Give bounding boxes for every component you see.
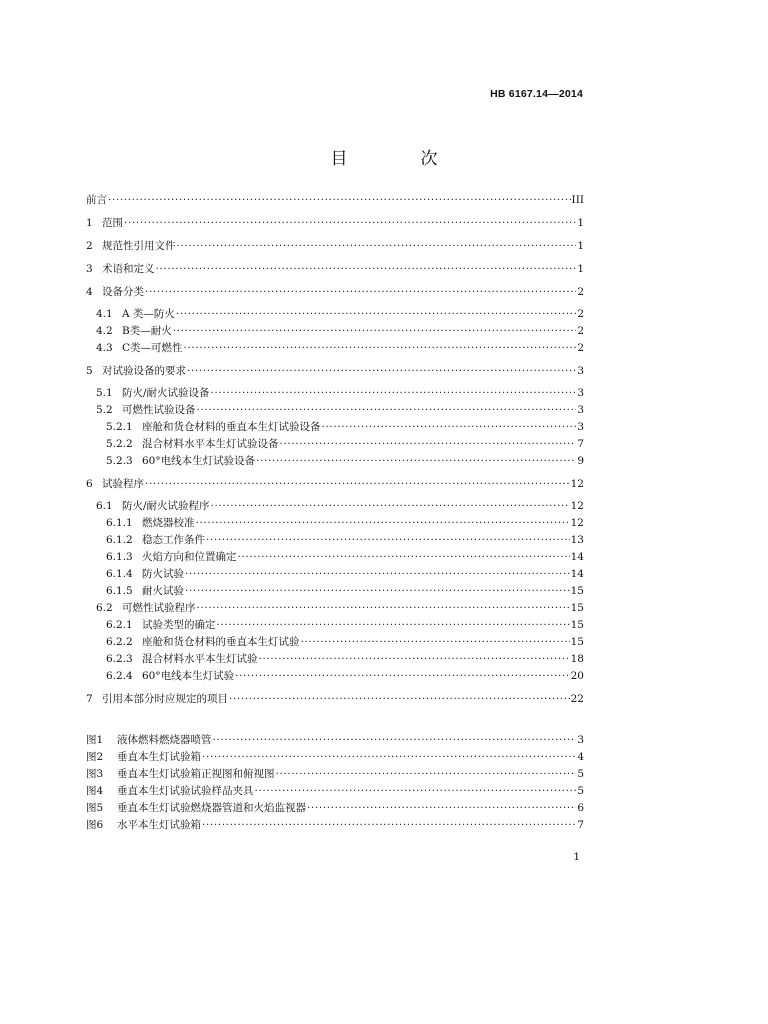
toc-entry[interactable] <box>86 306 584 323</box>
toc-entry-number: 4.1 <box>96 308 113 320</box>
toc-entry-page: 12 <box>570 500 584 512</box>
toc-entry-page: 1 <box>577 217 584 229</box>
toc-entry[interactable] <box>86 617 584 634</box>
toc-leader-dots <box>322 421 577 433</box>
toc-leader-dots <box>177 240 577 252</box>
toc-entry-page: 12 <box>570 478 584 490</box>
toc-entry-number: 5.2.3 <box>106 455 133 467</box>
toc-leader-dots <box>124 217 576 229</box>
toc-entry-page: 15 <box>570 636 584 648</box>
toc-entry[interactable] <box>86 436 584 453</box>
toc-entry-number: 图6 <box>86 819 104 831</box>
toc-entry-number: 图3 <box>86 768 104 780</box>
toc-leader-dots <box>280 438 577 450</box>
toc-entry-page: 3 <box>577 734 584 746</box>
toc-entry-label: 混合材料水平本生灯试验 <box>142 653 258 665</box>
toc-entry-number: 图2 <box>86 751 104 763</box>
toc-entry[interactable] <box>86 515 584 532</box>
toc-entry-page: 1 <box>577 263 584 275</box>
toc-entry-label: 耐火试验 <box>142 585 184 597</box>
toc-leader-dots <box>197 602 570 614</box>
toc-entry-label: 火焰方向和位置确定 <box>142 551 237 563</box>
toc-entry-number: 4 <box>86 286 93 298</box>
toc-entry-label: 座舱和货仓材料的垂直本生灯试验设备 <box>142 421 321 433</box>
toc-entry[interactable] <box>86 583 584 600</box>
toc-entry-page: 2 <box>577 308 584 320</box>
toc-entry-page: 1 <box>577 240 584 252</box>
toc-entry-label: 60°电线本生灯试验设备 <box>142 455 256 467</box>
table-of-contents <box>86 192 584 834</box>
toc-entry-label: 可燃性试验设备 <box>122 404 196 416</box>
toc-entry-page: 2 <box>577 325 584 337</box>
page-number: 1 <box>573 851 580 863</box>
toc-entry[interactable] <box>86 238 584 255</box>
toc-entry-page: 2 <box>577 286 584 298</box>
toc-entry-number: 5 <box>86 365 93 377</box>
toc-entry-number: 图1 <box>86 734 104 746</box>
toc-leader-dots <box>301 636 570 648</box>
toc-entry-page: 3 <box>577 365 584 377</box>
toc-entry-label: 术语和定义 <box>102 263 155 275</box>
toc-entry-number: 6.2.3 <box>106 653 133 665</box>
toc-entry-number: 6.2.4 <box>106 670 133 682</box>
toc-entry-label: 垂直本生灯试验箱正视图和俯视图 <box>117 768 275 780</box>
toc-entry-page: 3 <box>577 387 584 399</box>
toc-entry-number: 图4 <box>86 785 104 797</box>
toc-entry[interactable] <box>86 215 584 232</box>
toc-leader-dots <box>256 455 576 467</box>
toc-entry-page: 3 <box>577 404 584 416</box>
toc-entry-label: 前言 <box>86 194 107 206</box>
toc-entry-number: 6.1.4 <box>106 568 133 580</box>
toc-leader-dots <box>229 693 570 705</box>
toc-entry-page: 20 <box>570 670 584 682</box>
toc-entry-number: 5.2 <box>96 404 113 416</box>
page-title: 目 次 <box>330 149 466 169</box>
toc-leader-dots <box>185 568 570 580</box>
toc-leader-dots <box>184 342 577 354</box>
toc-entry-number: 1 <box>86 217 93 229</box>
toc-entry[interactable] <box>86 192 584 209</box>
toc-entry-number: 5.2.2 <box>106 438 133 450</box>
toc-entry-page: 4 <box>577 751 584 763</box>
toc-entry[interactable] <box>86 668 584 685</box>
toc-entry-page: 7 <box>577 438 584 450</box>
toc-entry-page: 14 <box>570 568 584 580</box>
toc-entry-number: 3 <box>86 263 93 275</box>
toc-entry-page: 7 <box>577 819 584 831</box>
toc-leader-dots <box>276 768 577 780</box>
toc-entry-page: 9 <box>577 455 584 467</box>
toc-entry-page: 13 <box>570 534 584 546</box>
toc-entry-page: 15 <box>570 619 584 631</box>
toc-leader-dots <box>185 585 570 597</box>
toc-entry-number: 7 <box>86 693 93 705</box>
toc-entry[interactable] <box>86 385 584 402</box>
toc-entry-label: 范围 <box>102 217 123 229</box>
toc-entry-number: 6.1.3 <box>106 551 133 563</box>
toc-leader-dots <box>238 551 570 563</box>
toc-entry-label: 引用本部分时应规定的项目 <box>102 693 228 705</box>
toc-entry-label: 试验程序 <box>102 478 144 490</box>
toc-entry[interactable] <box>86 600 584 617</box>
toc-leader-dots <box>176 308 576 320</box>
toc-entry[interactable] <box>86 732 584 749</box>
toc-entry-label: B类—耐火 <box>122 325 172 337</box>
toc-entry-number: 5.1 <box>96 387 113 399</box>
toc-leader-dots <box>235 670 570 682</box>
toc-entry-number: 5.2.1 <box>106 421 133 433</box>
toc-entry-number: 6.1 <box>96 500 113 512</box>
toc-entry-page: 15 <box>570 602 584 614</box>
toc-leader-dots <box>259 653 570 665</box>
toc-entry-number: 6.2.1 <box>106 619 133 631</box>
toc-entry-number: 4.3 <box>96 342 113 354</box>
toc-entry-label: 座舱和货仓材料的垂直本生灯试验 <box>142 636 300 648</box>
toc-entry[interactable] <box>86 749 584 766</box>
toc-entry-page: 2 <box>577 342 584 354</box>
toc-leader-dots <box>202 751 576 763</box>
toc-entry-page: 5 <box>577 785 584 797</box>
toc-leader-dots <box>145 478 570 490</box>
toc-entry-label: 垂直本生灯试验燃烧器管道和火焰监视器 <box>117 802 306 814</box>
toc-entry-label: 防火/耐火试验程序 <box>122 500 210 512</box>
toc-entry[interactable] <box>86 566 584 583</box>
toc-entry-label: 对试验设备的要求 <box>102 365 186 377</box>
toc-entry[interactable] <box>86 800 584 817</box>
toc-entry-label: 垂直本生灯试验箱 <box>117 751 201 763</box>
toc-entry[interactable] <box>86 691 584 708</box>
toc-leader-dots <box>108 194 571 206</box>
toc-entry[interactable] <box>86 402 584 419</box>
toc-entry-label: 垂直本生灯试验试验样品夹具 <box>117 785 254 797</box>
toc-entry-label: 混合材料水平本生灯试验设备 <box>142 438 279 450</box>
toc-entry-label: 设备分类 <box>102 286 144 298</box>
toc-entry-page: 18 <box>570 653 584 665</box>
toc-leader-dots <box>211 500 570 512</box>
toc-entry-label: 液体燃料燃烧器喷管 <box>117 734 212 746</box>
toc-entry-label: 防火试验 <box>142 568 184 580</box>
toc-entry-page: 15 <box>570 585 584 597</box>
toc-entry-number: 6.1.2 <box>106 534 133 546</box>
toc-entry-page: III <box>571 194 584 206</box>
toc-entry[interactable] <box>86 340 584 357</box>
toc-entry[interactable] <box>86 766 584 783</box>
toc-leader-dots <box>217 619 570 631</box>
toc-leader-dots <box>196 517 570 529</box>
toc-entry[interactable] <box>86 532 584 549</box>
toc-leader-dots <box>156 263 577 275</box>
toc-entry-label: 60°电线本生灯试验 <box>142 670 235 682</box>
toc-entry-page: 3 <box>577 421 584 433</box>
toc-entry-page: 6 <box>577 802 584 814</box>
toc-entry-label: 防火/耐火试验设备 <box>122 387 210 399</box>
toc-leader-dots <box>255 785 577 797</box>
toc-entry-label: 水平本生灯试验箱 <box>117 819 201 831</box>
toc-entry-label: 燃烧器校准 <box>142 517 195 529</box>
toc-entry-page: 14 <box>570 551 584 563</box>
toc-entry-number: 6.2.2 <box>106 636 133 648</box>
toc-entry[interactable] <box>86 498 584 515</box>
toc-entry[interactable] <box>86 261 584 278</box>
toc-entry-number: 6.1.5 <box>106 585 133 597</box>
toc-leader-dots <box>213 734 577 746</box>
toc-entry[interactable] <box>86 323 584 340</box>
toc-leader-dots <box>145 286 576 298</box>
toc-entry-label: C类—可燃性 <box>122 342 183 354</box>
toc-leader-dots <box>173 325 577 337</box>
toc-entry-label: 可燃性试验程序 <box>122 602 196 614</box>
toc-leader-dots <box>211 387 577 399</box>
toc-entry-label: 规范性引用文件 <box>102 240 176 252</box>
toc-entry-label: 稳态工作条件 <box>142 534 205 546</box>
toc-entry-number: 图5 <box>86 802 104 814</box>
toc-entry-number: 6.2 <box>96 602 113 614</box>
toc-entry-page: 5 <box>577 768 584 780</box>
toc-entry[interactable] <box>86 634 584 651</box>
toc-entry[interactable] <box>86 419 584 436</box>
toc-entry[interactable] <box>86 476 584 493</box>
toc-entry[interactable] <box>86 363 584 380</box>
toc-leader-dots <box>202 819 576 831</box>
spacer <box>86 708 584 732</box>
toc-leader-dots <box>197 404 577 416</box>
toc-entry[interactable] <box>86 783 584 800</box>
toc-entry-label: A 类—防火 <box>122 308 175 320</box>
toc-leader-dots <box>206 534 570 546</box>
toc-entry[interactable] <box>86 453 584 470</box>
toc-entry-number: 6.1.1 <box>106 517 133 529</box>
toc-entry-page: 22 <box>570 693 584 705</box>
toc-entry[interactable] <box>86 817 584 834</box>
toc-leader-dots <box>307 802 576 814</box>
standard-code: HB 6167.14—2014 <box>490 88 583 100</box>
toc-entry-page: 12 <box>570 517 584 529</box>
toc-entry[interactable] <box>86 651 584 668</box>
toc-entry-label: 试验类型的确定 <box>142 619 216 631</box>
toc-entry-number: 6 <box>86 478 93 490</box>
toc-entry[interactable] <box>86 284 584 301</box>
toc-leader-dots <box>187 365 576 377</box>
toc-entry-number: 2 <box>86 240 93 252</box>
toc-entry[interactable] <box>86 549 584 566</box>
toc-entry-number: 4.2 <box>96 325 113 337</box>
